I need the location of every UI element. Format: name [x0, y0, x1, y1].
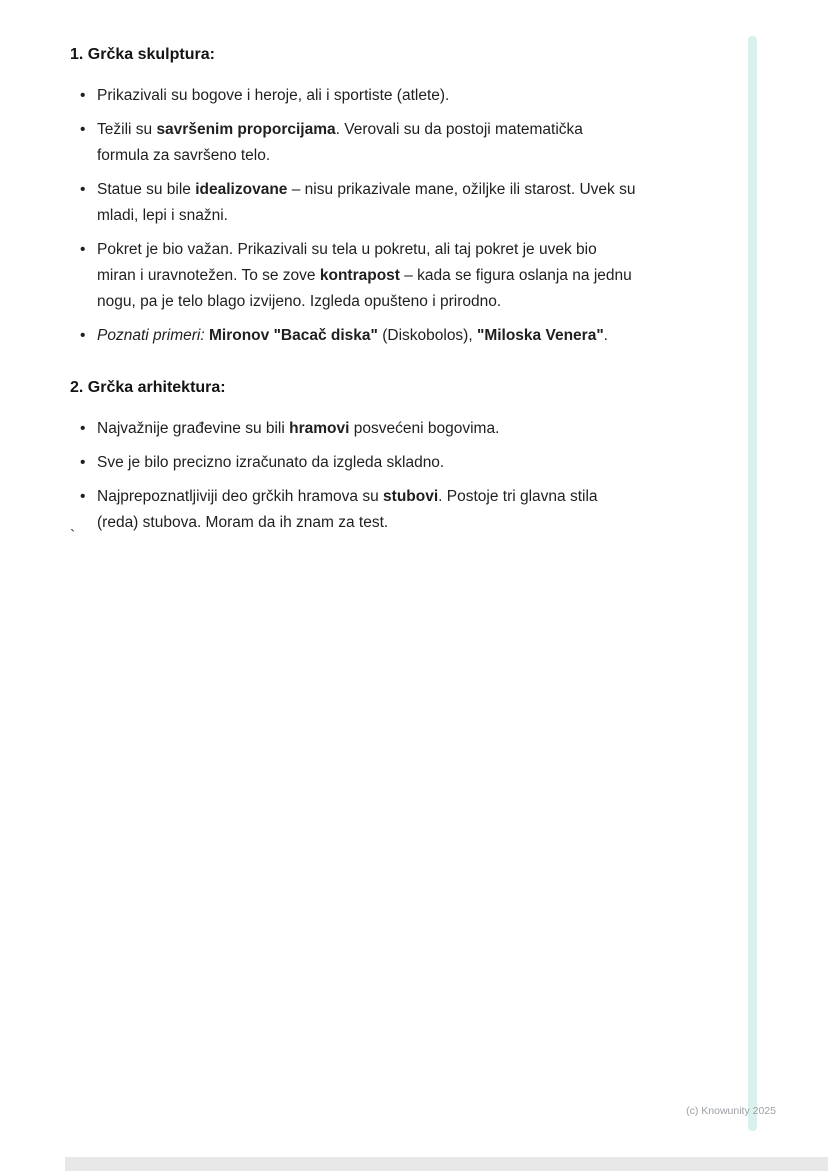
list-item — [97, 237, 636, 315]
text-segment: Najvažnije građevine su bili — [97, 420, 290, 437]
text-segment: stubovi — [383, 488, 439, 505]
text-segment: posvećeni bogovima. — [349, 420, 500, 437]
text-segment: Sve je bilo precizno izračunato da izgleda skladno. — [97, 454, 445, 471]
text-segment: – kada se figura oslanja na jednu nogu, pa je telo blago izvijeno. Izgleda opušteno i prirodno. — [97, 267, 632, 310]
bullet-list — [70, 83, 636, 349]
list-item — [97, 83, 636, 109]
list-item — [97, 416, 636, 442]
text-segment: Najprepoznatljiviji deo grčkih hramova su — [97, 488, 384, 505]
text-segment: (Diskobolos), — [377, 327, 477, 344]
text-segment: hramovi — [289, 420, 350, 437]
section-heading: 1. Grčka skulptura: — [70, 46, 215, 63]
page-bottom-edge — [65, 1157, 828, 1171]
text-segment: . Postoje tri glavna stila (reda) stubova. Moram da ih znam za test. — [97, 488, 598, 531]
page-edge-accent-bar — [748, 36, 757, 1131]
list-item — [97, 484, 636, 536]
bullet-list — [70, 416, 636, 536]
text-segment: Težili su — [97, 121, 157, 138]
list-item — [97, 177, 636, 229]
stray-backtick-text: ` — [70, 528, 76, 545]
text-segment: savršenim proporcijama — [156, 121, 336, 138]
text-segment: . Verovali su da postoji matematička formula za savršeno telo. — [97, 121, 583, 164]
text-segment: Prikazivali su bogove i heroje, ali i sportiste (atlete). — [97, 87, 450, 104]
text-segment: idealizovane — [195, 181, 288, 198]
text-segment: kontrapost — [319, 267, 400, 284]
text-segment: "Miloska Venera" — [476, 327, 604, 344]
text-segment: Pokret je bio važan. Prikazivali su tela u pokretu, ali taj pokret je uvek bio miran i uravnotežen. To se zove — [97, 241, 597, 284]
notes-content — [70, 42, 636, 562]
section-heading: 2. Grčka arhitektura: — [70, 379, 226, 396]
list-item — [97, 117, 636, 169]
list-item — [97, 323, 636, 349]
list-item — [97, 450, 636, 476]
text-segment: . — [603, 327, 608, 344]
text-segment: Statue su bile — [97, 181, 196, 198]
text-segment: Poznati primeri: — [97, 327, 205, 344]
text-segment: – nisu prikazivale mane, ožiljke ili starost. Uvek su mladi, lepi i snažni. — [97, 181, 636, 224]
watermark-footer: (c) Knowunity 2025 — [686, 1105, 776, 1117]
text-segment: Mironov "Bacač diska" — [209, 327, 378, 344]
